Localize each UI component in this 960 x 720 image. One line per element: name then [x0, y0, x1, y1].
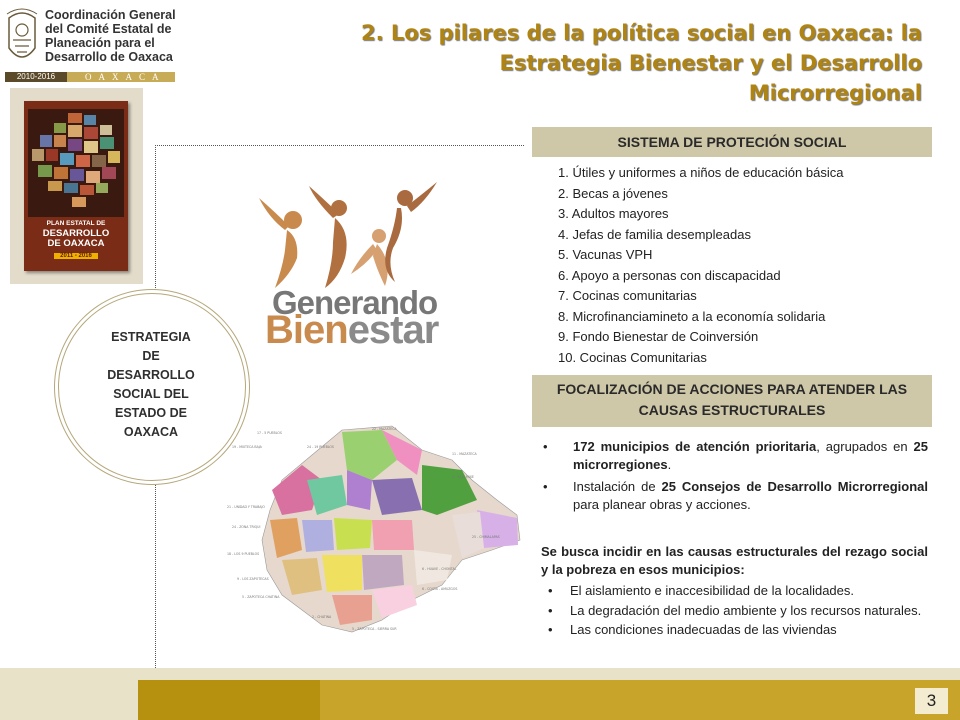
- strategy-line: SOCIAL DEL: [113, 387, 189, 401]
- svg-text:18 - LOS 9 PUEBLOS: 18 - LOS 9 PUEBLOS: [227, 552, 260, 556]
- institution-name-line: del Comité Estatal de: [45, 22, 172, 36]
- microregions-map-image: [222, 420, 522, 645]
- book-title-line: DESARROLLO: [42, 228, 110, 239]
- svg-text:5 - ZAPOTECA CHATINA: 5 - ZAPOTECA CHATINA: [242, 595, 280, 599]
- institution-name-line: Coordinación General: [45, 8, 176, 22]
- book-title: [24, 219, 128, 249]
- institution-name: [45, 8, 180, 64]
- bullet-text: Instalación de: [573, 479, 662, 494]
- strategy-circle-label: [64, 328, 238, 442]
- bullet-icon: •: [543, 479, 548, 494]
- cause-text: El aislamiento e inaccesibilidad de la localidades.: [570, 583, 855, 598]
- list-item: 2. Becas a jóvenes: [558, 185, 668, 201]
- page-number: 3: [915, 688, 948, 714]
- logo-state: OAXACA: [85, 72, 166, 82]
- strategy-line: ESTRATEGIA: [111, 330, 191, 344]
- list-item: [548, 620, 930, 640]
- book-title-line: DE OAXACA: [47, 238, 105, 249]
- causes-intro: Se busca incidir en las causas estructurales del rezago social y la pobreza en esos municipios:: [541, 544, 928, 577]
- footer-gold-block: [320, 680, 960, 720]
- focalization-header-line: FOCALIZACIÓN DE ACCIONES PARA ATENDER LAS: [556, 381, 908, 397]
- bullet-text: .: [667, 457, 672, 472]
- brand-name-line1: Generando: [272, 284, 438, 321]
- brand-estar: estar: [347, 308, 439, 352]
- svg-text:9 - BAJO MIXE: 9 - BAJO MIXE: [452, 475, 474, 479]
- book-title-line: PLAN ESTATAL DE: [46, 220, 106, 227]
- list-item: 4. Jefas de familia desempleadas: [558, 226, 751, 242]
- institution-logo: [5, 6, 176, 82]
- svg-text:6 - COSTA - AMUZGOS: 6 - COSTA - AMUZGOS: [422, 587, 458, 591]
- svg-text:9 - LOS ZAPOTECAS: 9 - LOS ZAPOTECAS: [237, 577, 269, 581]
- bullet-icon: •: [548, 583, 553, 598]
- list-item: 3. Adultos mayores: [558, 206, 669, 221]
- svg-text:6 - HUAVE - CHONTAL: 6 - HUAVE - CHONTAL: [422, 567, 457, 571]
- svg-text:25 - CHIMALAPAS: 25 - CHIMALAPAS: [472, 535, 500, 539]
- list-item: [543, 478, 928, 514]
- list-item: 10. Cocinas Comunitarias: [558, 349, 707, 365]
- bullet-icon: •: [548, 602, 553, 618]
- list-item: 7. Cocinas comunitarias: [558, 288, 697, 303]
- strategy-line: OAXACA: [123, 425, 179, 439]
- list-item: 1. Útiles y uniformes a niños de educación básica: [558, 165, 844, 180]
- book-years: 2011 - 2016: [54, 253, 98, 259]
- institution-name-line: Desarrollo de Oaxaca: [45, 50, 173, 64]
- bullet-bold: 25 Consejos de Desarrollo Microrregional: [661, 479, 928, 494]
- page-title: [322, 18, 922, 108]
- bullet-text: , agrupados en: [816, 439, 914, 454]
- svg-text:17 - 5 PUEBLOS: 17 - 5 PUEBLOS: [257, 431, 282, 435]
- svg-text:11 - MAZATECA: 11 - MAZATECA: [452, 452, 477, 456]
- footer-dark-block: [138, 680, 320, 720]
- institution-name-line: Planeación para el: [45, 36, 155, 50]
- strategy-line: DE: [142, 349, 160, 363]
- page-title-line: Microrregional: [748, 81, 922, 105]
- focalization-header: [532, 375, 932, 427]
- list-item: [548, 581, 930, 601]
- svg-text:2 - CHATINA: 2 - CHATINA: [312, 615, 332, 619]
- strategy-line: ESTADO DE: [115, 406, 187, 420]
- focalization-header-line: CAUSAS ESTRUCTURALES: [638, 402, 826, 418]
- photo-collage-image: [28, 109, 124, 217]
- state-seal-icon: [5, 8, 39, 70]
- bullet-text: para planear obras y acciones.: [573, 497, 751, 512]
- list-item: [548, 601, 930, 621]
- plan-book-cover: [24, 101, 128, 271]
- focalization-bullets: [543, 438, 928, 518]
- footer-band: [0, 668, 960, 680]
- svg-text:19 - MIXTECA BAJA: 19 - MIXTECA BAJA: [232, 445, 262, 449]
- footer-left-block: [0, 680, 138, 720]
- svg-text:24 - ZONA TRIQUI: 24 - ZONA TRIQUI: [232, 525, 261, 529]
- list-item: 9. Fondo Bienestar de Coinversión: [558, 329, 759, 344]
- list-item: 6. Apoyo a personas con discapacidad: [558, 267, 781, 283]
- bullet-bold: 172 municipios de atención prioritaria: [573, 439, 817, 454]
- cause-text: La degradación del medio ambiente y los recursos naturales.: [570, 602, 922, 618]
- brand-bien: Bien: [265, 308, 348, 352]
- svg-text:24 - 19 PUEBLOS: 24 - 19 PUEBLOS: [307, 445, 334, 449]
- strategy-line: DESARROLLO: [107, 368, 195, 382]
- svg-text:22 - MAZATECA: 22 - MAZATECA: [372, 427, 397, 431]
- logo-years: 2010-2016: [5, 72, 67, 82]
- page-title-line: Estrategia Bienestar y el Desarrollo: [499, 51, 922, 75]
- social-protection-header: SISTEMA DE PROTECIÓN SOCIAL: [532, 127, 932, 157]
- bullet-icon: •: [543, 439, 548, 454]
- bullet-icon: •: [548, 622, 553, 637]
- list-item: [543, 438, 928, 474]
- svg-text:21 - UNIDAD Y TRABAJO: 21 - UNIDAD Y TRABAJO: [227, 505, 265, 509]
- list-item: 5. Vacunas VPH: [558, 247, 653, 262]
- causes-list: [548, 581, 930, 640]
- brand-name-line2: [265, 308, 438, 353]
- cause-text: Las condiciones inadecuadas de las viviendas: [570, 622, 837, 637]
- svg-text:5 - ZAPOTECA - SIERRA SUR: 5 - ZAPOTECA - SIERRA SUR: [352, 627, 397, 631]
- social-protection-list: [558, 163, 938, 368]
- page-title-line: 2. Los pilares de la política social en Oaxaca: la: [360, 21, 922, 45]
- list-item: 8. Microfinanciamineto a la economía solidaria: [558, 308, 826, 324]
- bullet-bold: 25 microrregiones: [573, 439, 928, 472]
